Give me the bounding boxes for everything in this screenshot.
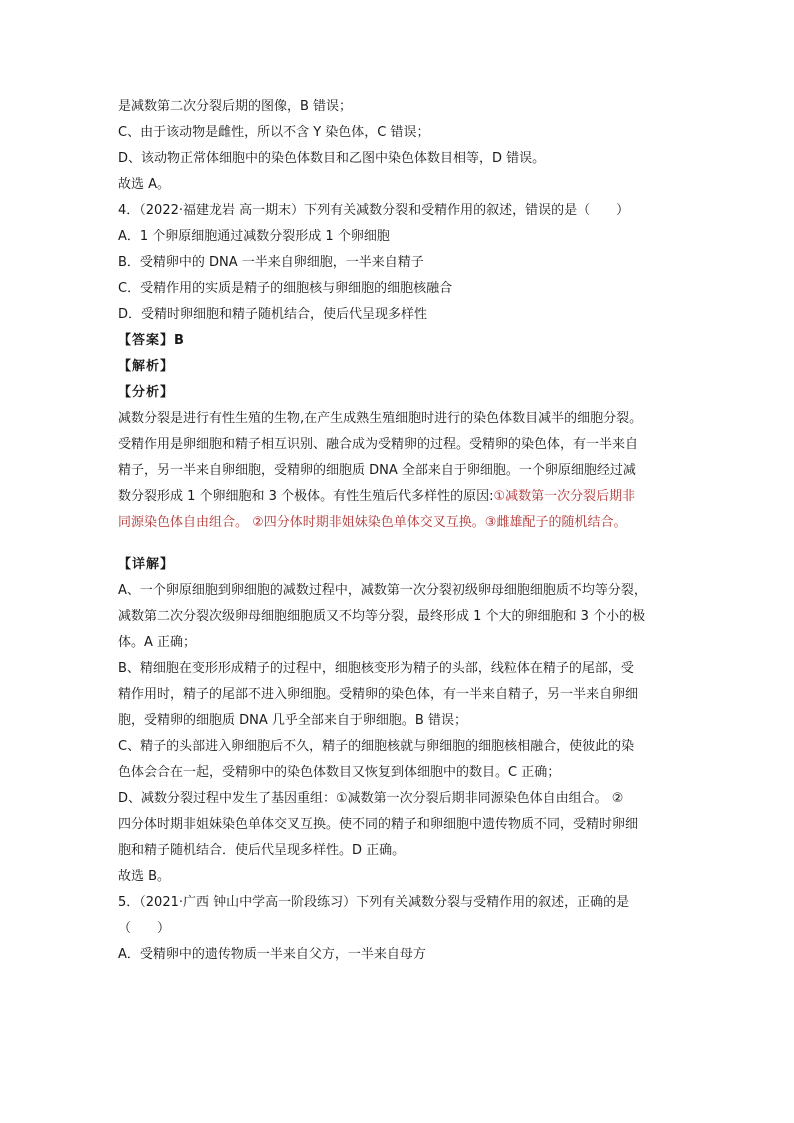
detail-line: C、精子的头部进入卵细胞后不久，精子的细胞核就与卵细胞的细胞核相融合，使彼此的染 [118, 739, 635, 754]
text-line: 是减数第二次分裂后期的图像，B 错误； [118, 99, 353, 114]
detail-line: B、精细胞在变形形成精子的过程中，细胞核变形为精子的头部，线粒体在精子的尾部，受 [118, 661, 634, 676]
question-5-paren: （ ） [118, 921, 171, 936]
text-line: 故选 A。 [118, 177, 171, 192]
question-4-option-c: C．受精作用的实质是精子的细胞核与卵细胞的细胞核融合 [118, 281, 453, 296]
document-page [118, 94, 688, 968]
question-4-option-d: D．受精时卵细胞和精子随机结合，使后代呈现多样性 [118, 307, 428, 322]
analysis-line: 减数分裂是进行有性生殖的生物,在产生成熟生殖细胞时进行的染色体数目减半的细胞分裂。 [118, 411, 643, 426]
text-line: D、该动物正常体细胞中的染色体数目和乙图中染色体数目相等，D 错误。 [118, 151, 546, 166]
analysis-red-line: 同源染色体自由组合。 ②四分体时期非姐妹染色单体交叉互换。③雌雄配子的随机结合。 [118, 515, 627, 530]
answer-label: 【答案】B [118, 333, 185, 348]
detail-line: 精作用时，精子的尾部不进入卵细胞。受精卵的染色体，有一半来自精子，另一半来自卵细 [118, 687, 639, 702]
question-4-stem: 4．（2022·福建龙岩 高一期末）下列有关减数分裂和受精作用的叙述，错误的是（ ） [118, 203, 630, 218]
detail-line: 四分体时期非姐妹染色单体交叉互换。使不同的精子和卵细胞中遗传物质不同，受精时卵细 [118, 817, 639, 832]
detail-line: 胞，受精卵的细胞质 DNA 几乎全部来自于卵细胞。B 错误； [118, 713, 467, 728]
detail-line: A、一个卵原细胞到卵细胞的减数过程中，减数第一次分裂初级卵母细胞细胞质不均等分裂， [118, 583, 647, 598]
analysis-red-text: ①减数第一次分裂后期非 [493, 489, 636, 504]
detail-line: 色体会合在一起，受精卵中的染色体数目又恢复到体细胞中的数目。C 正确； [118, 765, 561, 780]
analysis-line [118, 484, 688, 510]
xiangjie-label: 【详解】 [118, 557, 175, 572]
analysis-text: 数分裂形成 1 个卵细胞和 3 个极体。有性生殖后代多样性的原因: [118, 489, 494, 504]
text-line: C、由于该动物是雌性，所以不含 Y 染色体，C 错误； [118, 125, 430, 140]
analysis-line: 精子，另一半来自卵细胞，受精卵的细胞质 DNA 全部来自于卵细胞。一个卵原细胞经过减 [118, 463, 636, 478]
detail-line: 故选 B。 [118, 869, 171, 884]
jiexi-label: 【解析】 [118, 359, 175, 374]
detail-line: 减数第二次分裂次级卵母细胞细胞质又不均等分裂，最终形成 1 个大的卵细胞和 3 个小的极 [118, 609, 646, 624]
question-5-stem: 5．（2021·广西 钟山中学高一阶段练习）下列有关减数分裂与受精作用的叙述，正确的是 [118, 895, 630, 910]
detail-line: 体。A 正确； [118, 635, 197, 650]
question-4-option-b: B．受精卵中的 DNA 一半来自卵细胞，一半来自精子 [118, 255, 424, 270]
spacer [118, 536, 688, 552]
question-4-option-a: A．1 个卵原细胞通过减数分裂形成 1 个卵细胞 [118, 229, 390, 244]
question-5-option-a: A．受精卵中的遗传物质一半来自父方，一半来自母方 [118, 947, 426, 962]
detail-line: 胞和精子随机结合．使后代呈现多样性。D 正确。 [118, 843, 406, 858]
detail-line: D、减数分裂过程中发生了基因重组：①减数第一次分裂后期非同源染色体自由组合。 ② [118, 791, 624, 806]
analysis-line: 受精作用是卵细胞和精子相互识别、融合成为受精卵的过程。受精卵的染色体，有一半来自 [118, 437, 639, 452]
fenxi-label: 【分析】 [118, 385, 175, 400]
